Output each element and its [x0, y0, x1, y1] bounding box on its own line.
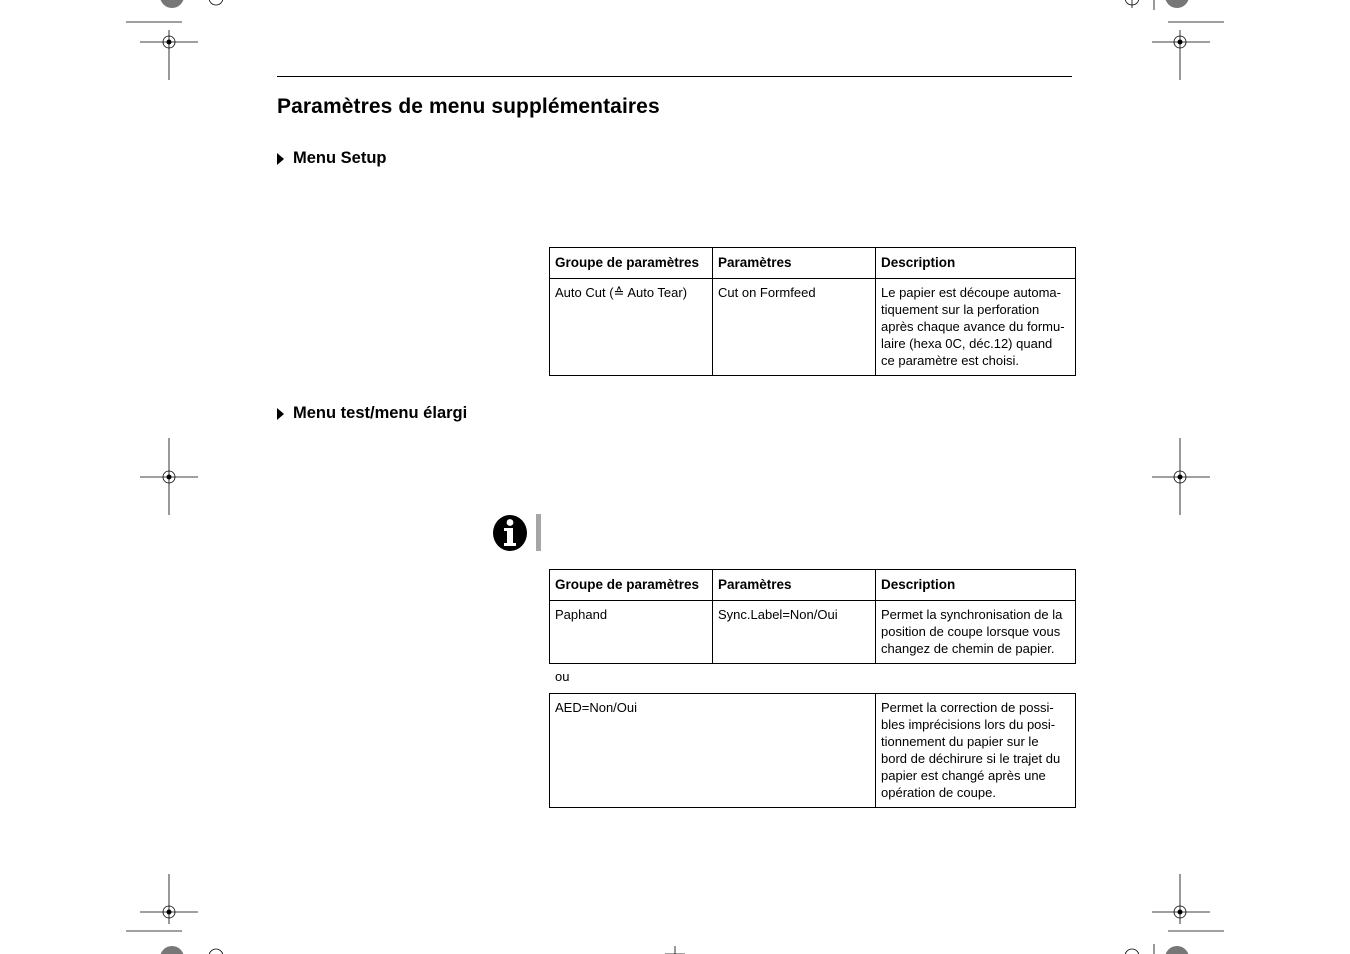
cell-group: Auto Cut (≙ Auto Tear) [550, 279, 713, 376]
triangle-bullet-icon [277, 408, 284, 420]
cell-description: Permet la synchronisation de la position de coupe lorsque vous changez de chemin de papier. [876, 601, 1076, 664]
cell-group: Paphand [550, 601, 713, 664]
header-rule [277, 76, 1072, 77]
table-row [550, 601, 1076, 664]
parameter-table-setup [549, 247, 1076, 376]
note-bar [536, 514, 541, 551]
parameter-table-test-alt [549, 693, 1076, 808]
cell-description: Permet la correction de possi- bles imprécisions lors du posi- tionnement du papier sur le bord de déchirure si le trajet du papier est changé après une opération de coupe. [876, 694, 1076, 808]
table-row [550, 279, 1076, 376]
or-label: ou [555, 669, 570, 684]
cell-parameter: Cut on Formfeed [713, 279, 876, 376]
column-header-parameters: Paramètres [713, 248, 876, 279]
section-heading-label: Menu Setup [293, 149, 387, 167]
cell-parameter: AED=Non/Oui [550, 694, 876, 808]
cell-description: Le papier est découpe automa- tiquement sur la perforation après chaque avance du formu- laire (hexa 0C, déc.12) quand ce paramètre est choisi. [876, 279, 1076, 376]
table-header-row [550, 570, 1076, 601]
column-header-description: Description [876, 248, 1076, 279]
column-header-group: Groupe de paramètres [550, 248, 713, 279]
section-heading-menu-test [277, 404, 467, 423]
section-heading-label: Menu test/menu élargi [293, 404, 468, 422]
column-header-description: Description [876, 570, 1076, 601]
column-header-group: Groupe de paramètres [550, 570, 713, 601]
triangle-bullet-icon [277, 153, 284, 165]
page-title: Paramètres de menu supplémentaires [277, 95, 660, 118]
column-header-parameters: Paramètres [713, 570, 876, 601]
section-heading-menu-setup [277, 149, 387, 168]
table-row [550, 694, 1076, 808]
table-header-row [550, 248, 1076, 279]
cell-parameter: Sync.Label=Non/Oui [713, 601, 876, 664]
parameter-table-test [549, 569, 1076, 664]
info-icon [492, 514, 528, 552]
